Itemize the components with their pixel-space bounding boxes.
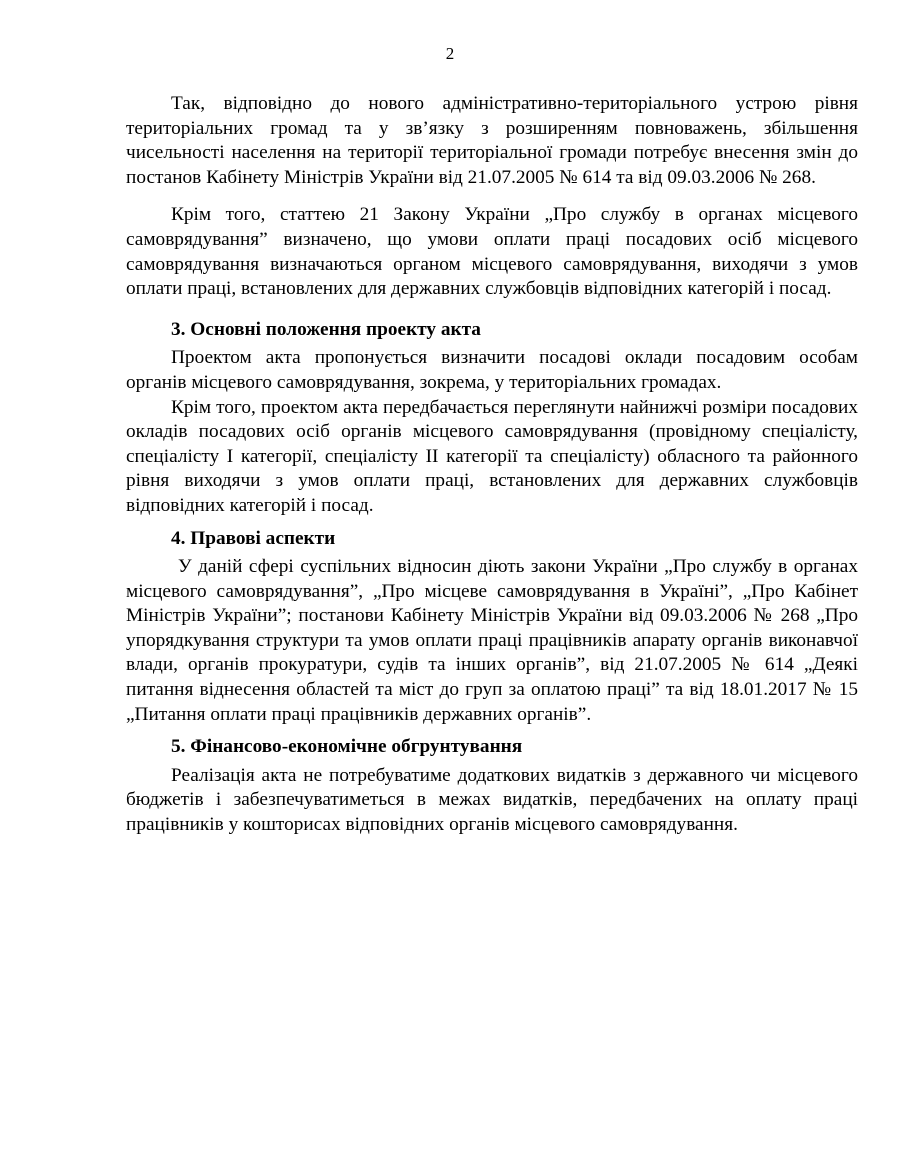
section-3-heading: 3. Основні положення проекту акта: [171, 318, 481, 340]
section-5-heading: 5. Фінансово-економічне обгрунтування: [171, 736, 523, 758]
document-body: [126, 92, 858, 838]
page-number: 2: [445, 44, 455, 63]
section-4-paragraph-1: У даній сфері суспільних відносин діють закони України „Про службу в органах місцевого самоврядування”, „Про місцеве самоврядування в Україні”, „Про Кабінет Міністрів України”; постанови Кабінету Міністрів України від 09.03.2006 № 268 „Про упорядкування структури та умов оплати праці працівників апарату органів виконавчої влади, органів прокуратури, судів та інших органів”, від 21.07.2005 № 614 „Деякі питання віднесення областей та міст до груп за оплатою праці” та від 18.01.2017 № 15 „Питання оплати праці працівників державних органів”.: [126, 556, 858, 725]
section-4-heading: 4. Правові аспекти: [171, 527, 336, 549]
intro-paragraph-1: Так, відповідно до нового адміністративно-територіального устрою рівня територіальних громад та у зв’язку з розширенням повноважень, збільшення чисельності населення на території територіальної громади потребує внесення змін до постанов Кабінету Міністрів України від 21.07.2005 № 614 та від 09.03.2006 № 268.: [126, 93, 858, 188]
section-3-paragraph-1: Проектом акта пропонується визначити посадові оклади посадовим особам органів місцевого самоврядування, зокрема, у територіальних громадах.: [126, 347, 858, 393]
intro-paragraph-2: Крім того, статтею 21 Закону України „Про службу в органах місцевого самоврядування” визначено, що умови оплати праці посадових осіб місцевого самоврядування визначаються органом місцевого самоврядування, виходячи з умов оплати праці, встановлених для державних службовців відповідних категорій і посад.: [126, 204, 858, 300]
section-5-paragraph-1: Реалізація акта не потребуватиме додаткових видатків з державного чи місцевого бюджетів і забезпечуватиметься в межах видатків, передбачених на оплату праці працівників у кошторисах відповідних органів місцевого самоврядування.: [126, 764, 858, 836]
section-3-paragraph-2: Крім того, проектом акта передбачається переглянути найнижчі розміри посадових окладів посадових осіб органів місцевого самоврядування (провідному спеціалісту, спеціалісту I категорії, спеціалісту II категорії та спеціалісту) обласного та районного рівня виходячи з умов оплати праці, встановлених для державних службовців відповідних категорій і посад.: [126, 396, 858, 516]
